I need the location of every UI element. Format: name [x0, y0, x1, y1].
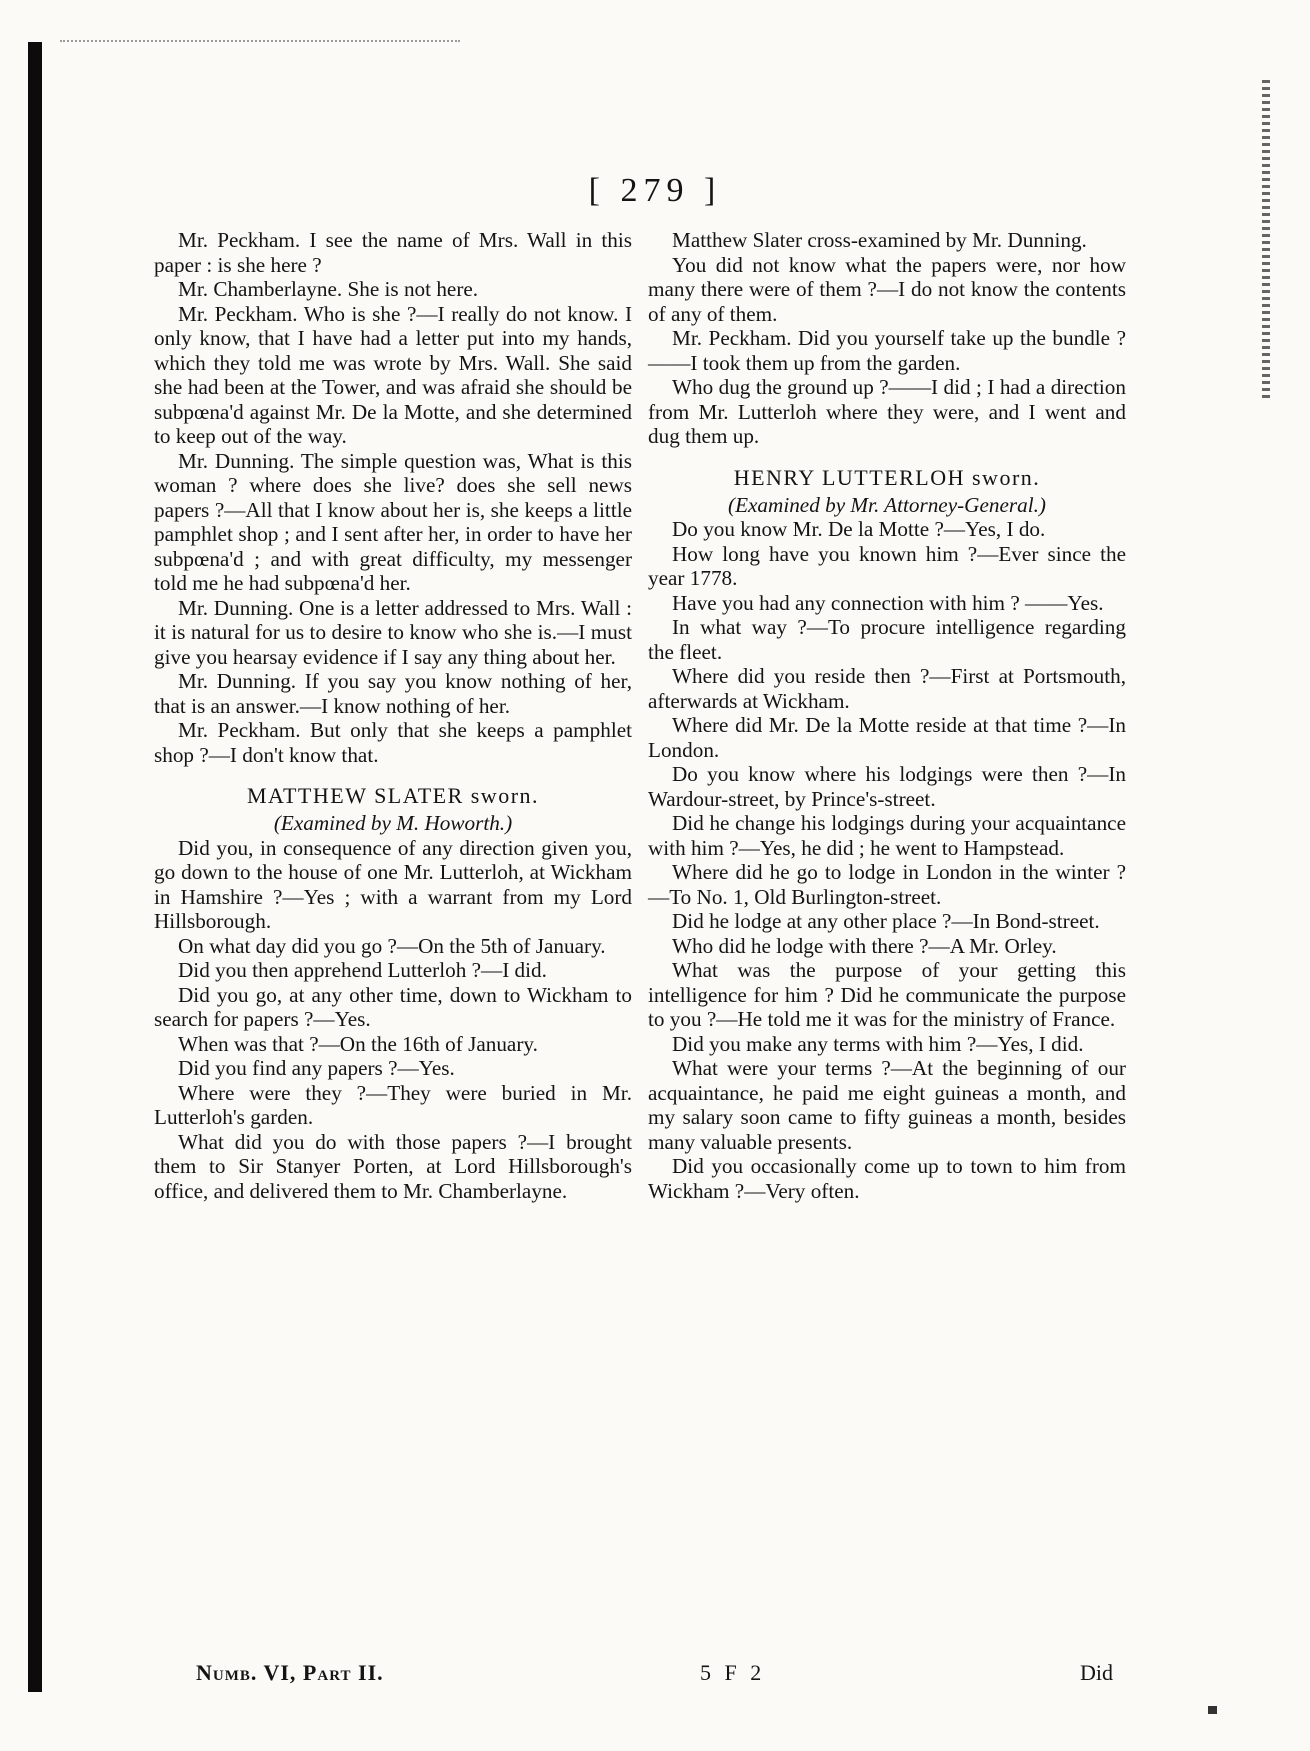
paragraph: What were your terms ?—At the beginning of our acquaintance, he paid me eight guineas a month, and my salary soon came to fifty guineas a month, besides many valuable presents.: [648, 1056, 1126, 1154]
paragraph: Mr. Dunning. The simple question was, What is this woman ? where does she live? does she sell news papers ?—All that I know about her is, she keeps a little pamphlet shop ; and I sent after her, in order to have her subpœna'd ; and with great difficulty, my messenger told me he had subpœna'd her.: [154, 448, 632, 595]
part-number: Numb. VI, Part II.: [196, 1660, 384, 1685]
left-column: [154, 228, 632, 1203]
paragraph: In what way ?—To procure intelligence regarding the fleet.: [648, 615, 1126, 664]
signature-mark: 5 F 2: [700, 1660, 766, 1685]
paragraph: Mr. Peckham. Who is she ?—I really do not know. I only know, that I have had a letter put into my hands, which they told me was wrote by Mrs. Wall. She said she had been at the Tower, and was afraid she should be subpœna'd against Mr. De la Motte, and she determined to keep out of the way.: [154, 301, 632, 448]
catchword: Did: [1080, 1660, 1113, 1685]
scan-edge-right: [1262, 80, 1270, 400]
paragraph: Mr. Dunning. If you say you know nothing of her, that is an answer.—I know nothing of her.: [154, 669, 632, 718]
paragraph: Did you, in consequence of any direction given you, go down to the house of one Mr. Lutterloh, at Wickham in Hamshire ?—Yes ; with a warrant from my Lord Hillsborough.: [154, 835, 632, 933]
right-column: [648, 228, 1126, 1203]
paragraph: Where did Mr. De la Motte reside at that time ?—In London.: [648, 713, 1126, 762]
paragraph: Did he change his lodgings during your acquaintance with him ?—Yes, he did ; he went to Hampstead.: [648, 811, 1126, 860]
paragraph: Do you know where his lodgings were then ?—In Wardour-street, by Prince's-street.: [648, 762, 1126, 811]
paragraph: Did you find any papers ?—Yes.: [178, 1056, 455, 1080]
paragraph: Where did you reside then ?—First at Portsmouth, afterwards at Wickham.: [648, 664, 1126, 713]
paragraph: Do you know Mr. De la Motte ?—Yes, I do.: [672, 517, 1046, 541]
paragraph: Where did he go to lodge in London in the winter ?—To No. 1, Old Burlington-street.: [648, 860, 1126, 909]
paragraph: Have you had any connection with him ? ——Yes.: [672, 590, 1104, 615]
cross-examination-intro: Matthew Slater cross-examined by Mr. Dunning.: [672, 228, 1087, 252]
paragraph: You did not know what the papers were, nor how many there were of them ?—I do not know the contents of any of them.: [648, 252, 1126, 326]
ink-speck: [1208, 1706, 1217, 1714]
paragraph: Mr. Dunning. One is a letter addressed to Mrs. Wall : it is natural for us to desire to know who she is.—I must give you hearsay evidence if I say any thing about her.: [154, 595, 632, 669]
paragraph: Mr. Chamberlayne. She is not here.: [178, 277, 479, 301]
paragraph: Mr. Peckham. But only that she keeps a pamphlet shop ?—I don't know that.: [154, 718, 632, 767]
witness-heading: MATTHEW SLATER sworn.: [246, 783, 540, 808]
examination-note: (Examined by M. Howorth.): [273, 811, 513, 835]
paragraph: Did he lodge at any other place ?—In Bond-street.: [672, 909, 1100, 933]
paragraph: Did you go, at any other time, down to Wickham to search for papers ?—Yes.: [154, 982, 632, 1031]
paragraph: Did you make any terms with him ?—Yes, I did.: [672, 1031, 1084, 1056]
paragraph: Mr. Peckham. I see the name of Mrs. Wall in this paper : is she here ?: [154, 228, 632, 277]
paragraph: Who dug the ground up ?——I did ; I had a direction from Mr. Lutterloh where they were, and I went and dug them up.: [648, 375, 1126, 448]
paragraph: Who did he lodge with there ?—A Mr. Orley.: [672, 933, 1057, 958]
paragraph: On what day did you go ?—On the 5th of January.: [178, 933, 606, 958]
examination-note: (Examined by Mr. Attorney-General.): [728, 492, 1046, 517]
paragraph: What was the purpose of your getting this intelligence for him ? Did he communicate the purpose to you ?—He told me it was for the ministry of France.: [648, 958, 1126, 1031]
paragraph: Mr. Peckham. Did you yourself take up the bundle ?——I took them up from the garden.: [648, 326, 1126, 375]
paragraph: Where were they ?—They were buried in Mr. Lutterloh's garden.: [154, 1080, 632, 1129]
witness-heading: HENRY LUTTERLOH sworn.: [733, 464, 1041, 490]
paragraph: What did you do with those papers ?—I brought them to Sir Stanyer Porten, at Lord Hillsborough's office, and delivered them to Mr. Chamberlayne.: [154, 1129, 632, 1203]
paragraph: Did you then apprehend Lutterloh ?—I did.: [178, 958, 547, 982]
book-spine-shadow: [28, 42, 42, 1692]
paragraph: How long have you known him ?—Ever since the year 1778.: [648, 541, 1126, 590]
page-number: [ 279 ]: [588, 172, 722, 209]
paragraph: When was that ?—On the 16th of January.: [178, 1031, 538, 1056]
paragraph: Did you occasionally come up to town to him from Wickham ?—Very often.: [648, 1154, 1126, 1203]
scan-edge-top: [60, 40, 460, 44]
